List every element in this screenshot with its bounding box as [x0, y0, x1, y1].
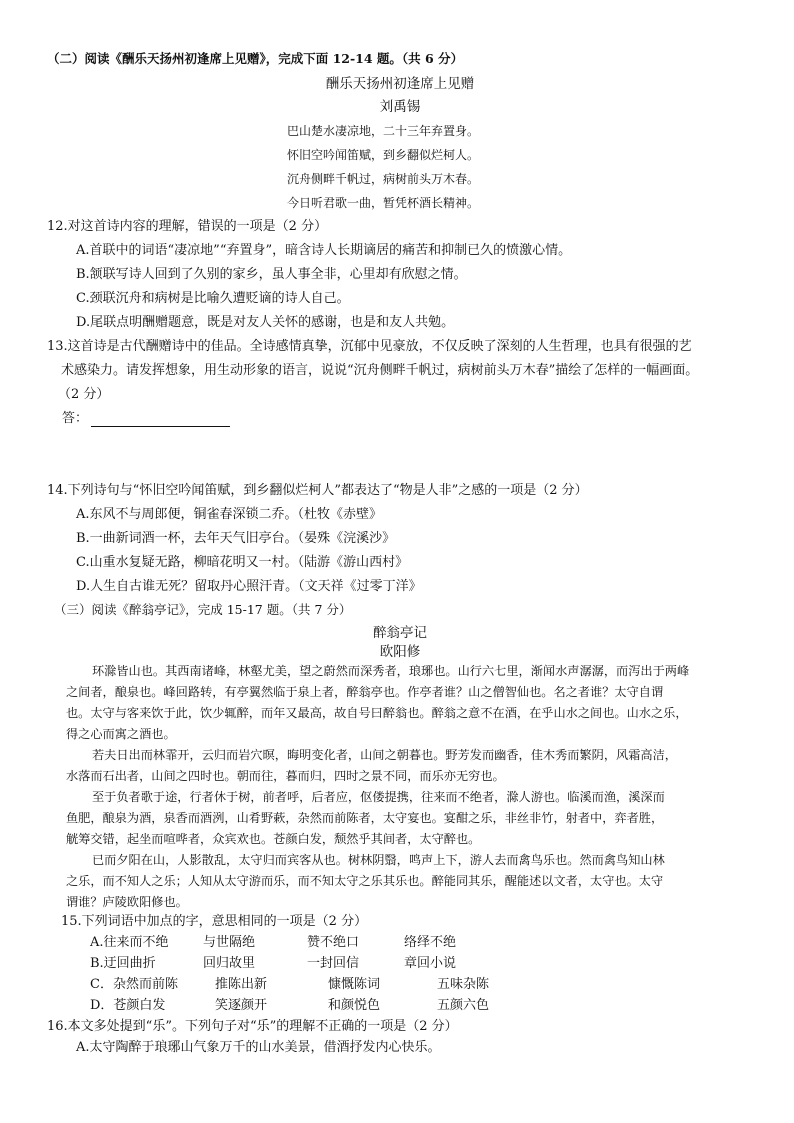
prose-title: 醉翁亭记	[373, 625, 427, 641]
question-15-word: 五味杂陈	[437, 977, 490, 992]
poem-title: 酬乐天扬州初逢席上见赠	[325, 76, 475, 92]
question-14-option-c: C.山重水复疑无路，柳暗花明又一村。（陆游《游山西村》	[76, 555, 409, 570]
question-12-option-b: B.颔联写诗人回到了久别的家乡，虽人事全非，心里却有欣慰之情。	[76, 267, 467, 282]
question-12-option-d: D.尾联点明酬赠题意，既是对友人关怀的感谢，也是和友人共勉。	[76, 315, 455, 330]
question-15-option-c: C．杂然而前陈	[90, 977, 178, 992]
prose-line: 之乐，而不知人之乐；人知从太守游而乐，而不知太守之乐其乐也。醉能同其乐，醒能述以文者，太守也。太守	[66, 874, 664, 888]
prose-line: 水落而石出者，山间之四时也。朝而往，暮而归，四时之景不同，而乐亦无穷也。	[66, 769, 505, 783]
poem-author: 刘禹锡	[379, 99, 421, 115]
question-12-option-c: C.颈联沉舟和病树是比喻久遭贬谪的诗人自己。	[76, 291, 350, 306]
poem-line: 今日听君歌一曲，暂凭杯酒长精神。	[287, 196, 480, 210]
prose-line: 环滁皆山也。其西南诸峰，林壑尤美，望之蔚然而深秀者，琅琊也。山行六七里，渐闻水声潺潺，而泻出于两峰	[92, 664, 690, 678]
question-15-option-d: D．苍颜白发	[90, 998, 166, 1013]
prose-line: 鱼肥，酿泉为酒，泉香而酒洌，山肴野蔌，杂然而前陈者，太守宴也。宴酣之乐，非丝非竹，射者中，弈者胜，	[66, 811, 664, 825]
question-15-word: 章回小说	[404, 956, 457, 971]
question-13-stem-line1: 13.这首诗是古代酬赠诗中的佳品。全诗感情真挚，沉郁中见豪放，不仅反映了深刻的人生哲理，也具有很强的艺	[47, 339, 692, 354]
question-15-word: 推陈出新	[215, 977, 268, 992]
question-15-word: 络绎不绝	[404, 935, 457, 950]
question-15-stem: 15.下列词语中加点的字，意思相同的一项是（2 分）	[61, 914, 368, 929]
section2-heading: （二）阅读《酬乐天扬州初逢席上见赠》，完成下面 12-14 题。（共 6 分）	[47, 51, 464, 66]
poem-line: 沉舟侧畔千帆过，病树前头万木春。	[287, 172, 480, 186]
question-15-word: 慷慨陈词	[328, 977, 381, 992]
question-15-option-a: A.往来而不绝	[90, 935, 169, 950]
prose-line: 得之心而寓之酒也。	[66, 727, 176, 741]
question-15-word: 笑逐颜开	[215, 998, 268, 1013]
question-15-word: 赞不绝口	[307, 935, 360, 950]
question-15-word: 五颜六色	[437, 998, 490, 1013]
question-14-option-a: A.东风不与周郎便，铜雀春深锁二乔。（杜牧《赤壁》	[76, 507, 383, 522]
question-13-stem-line2: 术感染力。请发挥想象，用生动形象的语言，说说“沉舟侧畔千帆过，病树前头万木春”描绘了怎样的一幅画面。	[61, 363, 699, 378]
question-16-stem: 16.本文多处提到“乐”。下列句子对“乐”的理解不正确的一项是（2 分）	[47, 1019, 458, 1034]
poem-line: 巴山楚水凄凉地，二十三年弃置身。	[287, 124, 480, 138]
question-15-word: 与世隔绝	[203, 935, 256, 950]
question-14-stem: 14.下列诗句与“怀旧空吟闻笛赋，到乡翻似烂柯人”都表达了“物是人非”之感的一项是（2 分）	[47, 483, 588, 498]
question-13-score: （2 分）	[58, 387, 110, 402]
question-15-word: 一封回信	[307, 956, 360, 971]
poem-line: 怀旧空吟闻笛赋，到乡翻似烂柯人。	[287, 148, 480, 162]
question-15-option-b: B.迂回曲折	[90, 956, 156, 971]
question-13-answer-label: 答：	[62, 411, 89, 426]
prose-line: 若夫日出而林霏开，云归而岩穴暝，晦明变化者，山间之朝暮也。野芳发而幽香，佳木秀而繁阴，风霜高洁，	[92, 748, 677, 762]
question-15-word: 和颜悦色	[328, 998, 381, 1013]
question-14-option-b: B.一曲新词酒一杯，去年天气旧亭台。（晏殊《浣溪沙》	[76, 531, 396, 546]
question-15-word: 回归故里	[203, 956, 256, 971]
question-12-option-a: A.首联中的词语“凄凉地”“弃置身”，暗含诗人长期谪居的痛苦和抑制已久的愤激心情。	[76, 243, 572, 258]
prose-line: 觥筹交错，起坐而喧哗者，众宾欢也。苍颜白发，颓然乎其间者，太守醉也。	[66, 832, 481, 846]
prose-author: 欧阳修	[379, 644, 421, 660]
question-12-stem: 12.对这首诗内容的理解，错误的一项是（2 分）	[47, 219, 328, 234]
prose-line: 谓谁？庐陵欧阳修也。	[66, 895, 188, 909]
question-14-option-d: D.人生自古谁无死？留取丹心照汗青。（文天祥《过零丁洋》	[76, 579, 422, 594]
prose-line: 之间者，酿泉也。峰回路转，有亭翼然临于泉上者，醉翁亭也。作亭者谁？山之僧智仙也。名之者谁？太守自谓	[66, 685, 664, 699]
prose-line: 也。太守与客来饮于此，饮少辄醉，而年又最高，故自号曰醉翁也。醉翁之意不在酒，在乎山水之间也。山水之乐，	[66, 706, 688, 720]
prose-line: 已而夕阳在山，人影散乱，太守归而宾客从也。树林阴翳，鸣声上下，游人去而禽鸟乐也。然而禽鸟知山林	[92, 853, 665, 867]
question-16-option-a: A.太守陶醉于琅琊山气象万千的山水美景，借酒抒发内心快乐。	[76, 1040, 441, 1055]
prose-line: 至于负者歌于途，行者休于树，前者呼，后者应，伛偻提携，往来而不绝者，滁人游也。临溪而渔，溪深而	[92, 790, 665, 804]
question-13-answer-line[interactable]	[91, 426, 230, 427]
section3-heading: （三）阅读《醉翁亭记》，完成 15-17 题。（共 7 分）	[54, 602, 352, 617]
